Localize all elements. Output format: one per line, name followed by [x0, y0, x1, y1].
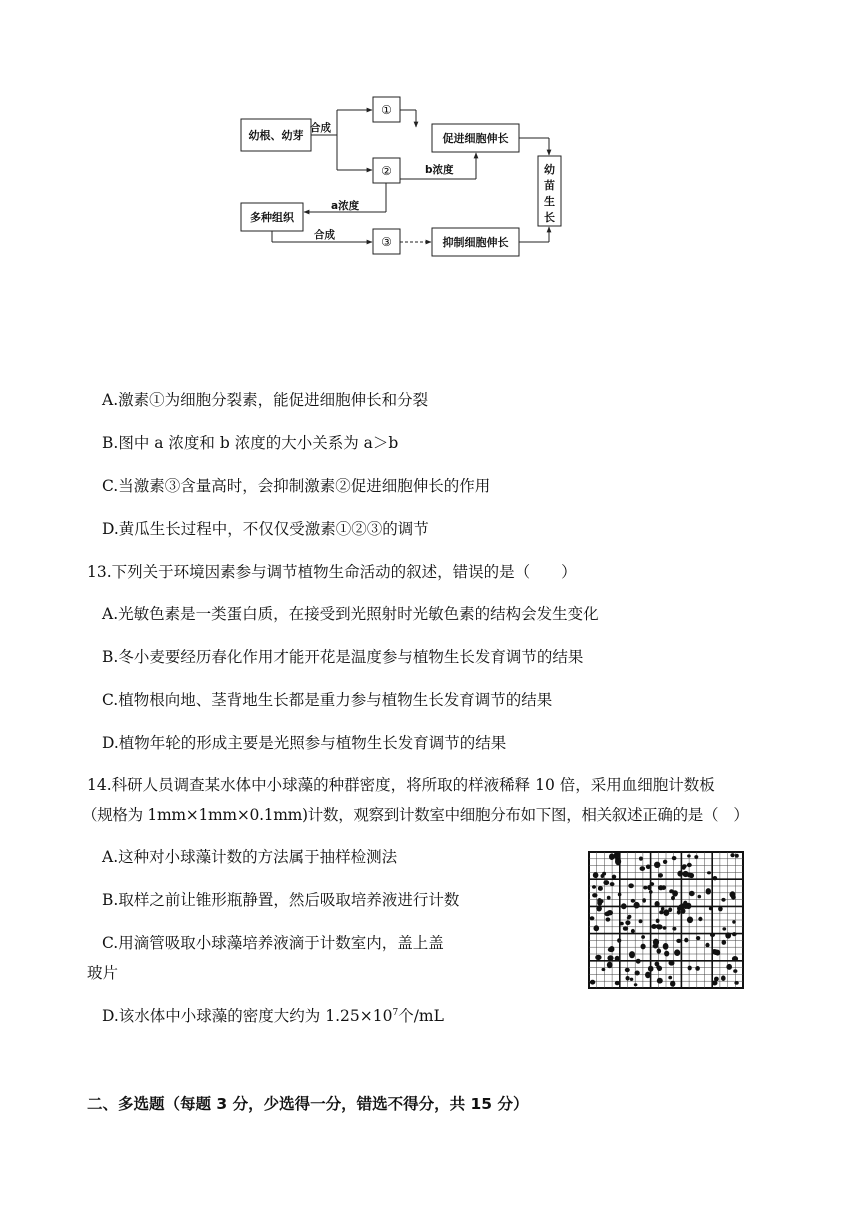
hormone-2-label: ②	[381, 164, 392, 178]
q13-option-b: B.冬小麦要经历春化作用才能开花是温度参与植物生长发育调节的结果	[102, 648, 584, 666]
q12-option-b: B.图中 a 浓度和 b 浓度的大小关系为 a＞b	[102, 434, 399, 452]
hormone-3-label: ③	[381, 235, 392, 249]
q13-option-d: D.植物年轮的形成主要是光照参与植物生长发育调节的结果	[102, 734, 507, 752]
q12-option-d: D.黄瓜生长过程中，不仅仅受激素①②③的调节	[102, 520, 429, 538]
q14-option-d-exponent: 7	[392, 1007, 399, 1018]
label-b-concentration: b浓度	[425, 164, 454, 176]
q14-option-c-line2: 玻片	[87, 964, 119, 982]
q14-stem-line1: 14.科研人员调查某水体中小球藻的种群密度，将所取的样液稀释 10 倍，采用血细胞计数板	[87, 776, 715, 794]
section-2-title: 二、多选题（每题 3 分，少选得一分，错选不得分，共 15 分）	[87, 1095, 529, 1113]
q12-option-a: A.激素①为细胞分裂素，能促进细胞伸长和分裂	[102, 391, 429, 409]
q12-option-c: C.当激素③含量高时，会抑制激素②促进细胞伸长的作用	[102, 477, 491, 495]
q14-option-d-suffix: 个/mL	[398, 1007, 444, 1025]
label-a-concentration: a浓度	[331, 200, 360, 212]
growth-char-4: 长	[544, 211, 555, 224]
q14-option-a: A.这种对小球藻计数的方法属于抽样检测法	[102, 848, 398, 866]
q14-option-b: B.取样之前让锥形瓶静置，然后吸取培养液进行计数	[102, 891, 460, 909]
box-promote-label: 促进细胞伸长	[442, 132, 509, 145]
box-tissue-label: 多种组织	[250, 211, 294, 224]
q14-option-d-prefix: D.该水体中小球藻的密度大约为 1.25×10	[102, 1007, 393, 1025]
q14-option-c-line1: C.用滴管吸取小球藻培养液滴于计数室内，盖上盖	[102, 934, 444, 952]
hormone-1-label: ①	[381, 103, 392, 117]
growth-char-2: 苗	[544, 179, 555, 192]
growth-char-3: 生	[544, 195, 555, 208]
box-inhibit-label: 抑制细胞伸长	[442, 236, 509, 249]
q14-option-d	[102, 1005, 444, 1027]
growth-char-1: 幼	[544, 163, 555, 176]
label-synth-bottom: 合成	[314, 229, 335, 241]
label-synth-top: 合成	[310, 122, 331, 134]
hemocytometer-grid-figure	[588, 851, 744, 989]
q13-option-c: C.植物根向地、茎背地生长都是重力参与植物生长发育调节的结果	[102, 691, 553, 709]
q14-stem-line2: （规格为 1mm×1mm×0.1mm)计数，观察到计数室中细胞分布如下图，相关叙述正确的是（ ）	[82, 806, 749, 824]
box-source-label: 幼根、幼芽	[248, 129, 304, 142]
q13-option-a: A.光敏色素是一类蛋白质，在接受到光照射时光敏色素的结构会发生变化	[102, 605, 599, 623]
hormone-flow-diagram	[240, 93, 570, 263]
q13-stem: 13.下列关于环境因素参与调节植物生命活动的叙述，错误的是（ ）	[87, 563, 577, 581]
